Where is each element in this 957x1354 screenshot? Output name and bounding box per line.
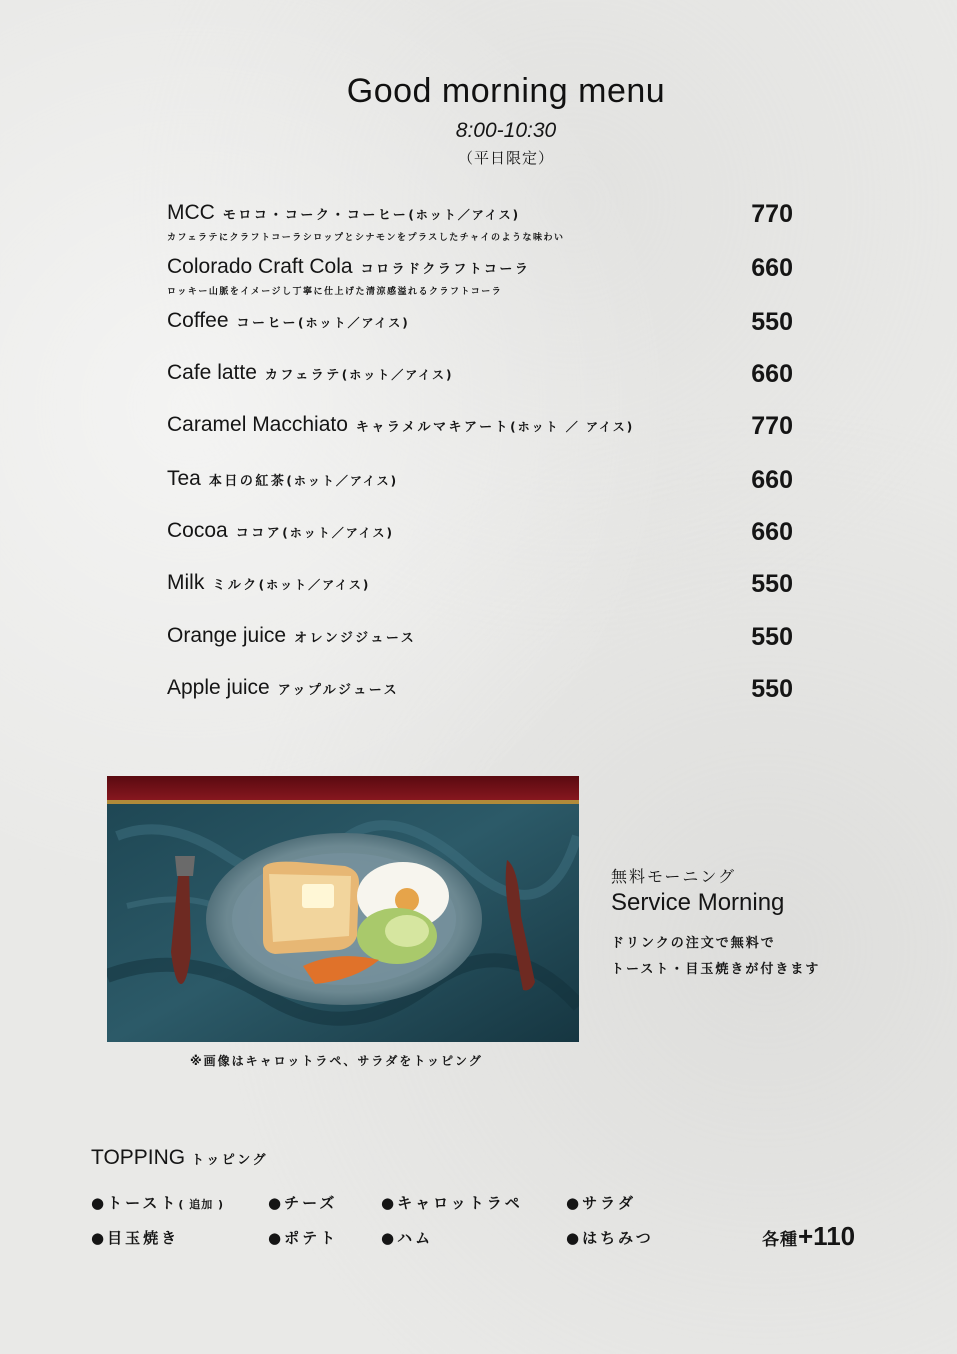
service-title-en: Service Morning [611,889,785,916]
item-temp-options: (ホット／アイス) [258,578,371,592]
item-price: 660 [751,360,793,388]
topping-item-ham: ●ハム [381,1229,434,1247]
item-temp-options: (ホット／アイス) [286,474,399,488]
service-morning-section [611,864,820,983]
menu-item-mcc [167,201,793,243]
weekday-only-note: （平日限定） [457,149,554,167]
item-name-jp: アップルジュース [277,683,400,698]
item-description: ロッキー山脈をイメージし丁寧に仕上げた清涼感溢れるクラフトコーラ [167,287,503,297]
item-price: 550 [751,570,793,598]
item-price: 770 [751,200,793,228]
item-name-jp: キャラメルマキアート [355,420,511,435]
menu-item-apple-juice [167,676,793,703]
topping-title-en: TOPPING [91,1146,186,1169]
topping-item-fried-egg: ●目玉焼き [91,1229,180,1247]
topping-item-salad: ●サラダ [566,1194,636,1212]
item-price: 550 [751,623,793,651]
item-name-jp: コロラドクラフトコーラ [360,262,531,277]
menu-header [0,72,957,168]
item-price: 770 [751,412,793,440]
topping-item-cheese: ●チーズ [268,1194,338,1212]
item-name-en: Cafe latte [167,361,257,384]
topping-label: ●トースト [91,1194,179,1212]
topping-note: ( 追加 ) [178,1198,225,1211]
item-price: 660 [751,466,793,494]
topping-heading [91,1146,268,1170]
item-name-en: MCC [167,201,215,224]
item-name-en: Caramel Macchiato [167,413,348,436]
menu-item-colorado-craft-cola [167,255,793,297]
service-desc-line: トースト・目玉焼きが付きます [611,962,821,977]
item-name-en: Milk [167,571,205,594]
breakfast-photo [107,776,579,1042]
service-description [611,931,820,983]
item-price: 660 [751,518,793,546]
item-name-jp: コーヒー [236,316,298,331]
item-name-en: Apple juice [167,676,270,699]
item-price: 550 [751,675,793,703]
service-hours: 8:00-10:30 [455,119,557,142]
item-temp-options: (ホット／アイス) [282,526,394,540]
item-price: 550 [751,308,793,336]
topping-price-value: +110 [798,1221,856,1251]
topping-item-potato: ●ポテト [268,1229,339,1247]
service-desc-line: ドリンクの注文で無料で [611,936,776,951]
topping-price-label: 各種 [762,1230,798,1250]
topping-item-honey: ●はちみつ [566,1229,654,1247]
item-temp-options: (ホット／アイス) [408,208,521,222]
topping-item-toast [91,1192,224,1213]
item-price: 660 [751,254,793,282]
item-temp-options: (ホット／アイス) [341,368,454,382]
menu-item-coffee [167,309,793,336]
topping-price [762,1221,855,1252]
menu-item-cafe-latte [167,361,793,388]
item-name-en: Colorado Craft Cola [167,255,353,278]
menu-item-caramel-macchiato [167,413,793,440]
item-name-jp: ミルク [212,578,259,593]
item-temp-options: (ホット／アイス) [297,316,410,330]
item-name-en: Tea [167,467,201,490]
menu-item-cocoa [167,519,793,546]
item-temp-options: (ホット ／ アイス) [510,420,635,434]
item-description: カフェラテにクラフトコーラシロップとシナモンをプラスしたチャイのような味わい [167,233,565,243]
menu-item-orange-juice [167,624,793,651]
item-name-jp: カフェラテ [264,368,342,383]
item-name-en: Cocoa [167,519,228,542]
menu-item-milk [167,571,793,598]
breakfast-plate-illustration [107,776,579,1042]
topping-item-carrot-rapee: ●キャロットラペ [381,1194,523,1212]
item-name-jp: モロコ・コーク・コーヒー [222,208,409,223]
photo-caption: ※画像はキャロットラペ、サラダをトッピング [190,1054,483,1068]
item-name-en: Coffee [167,309,229,332]
item-name-jp: 本日の紅茶 [208,474,287,489]
menu-title: Good morning menu [346,72,666,110]
service-title-jp: 無料モーニング [611,867,737,886]
item-name-jp: オレンジジュース [294,631,417,646]
menu-item-tea [167,467,793,494]
topping-title-jp: トッピング [191,1153,268,1168]
item-name-en: Orange juice [167,624,287,647]
item-name-jp: ココア [235,526,283,541]
